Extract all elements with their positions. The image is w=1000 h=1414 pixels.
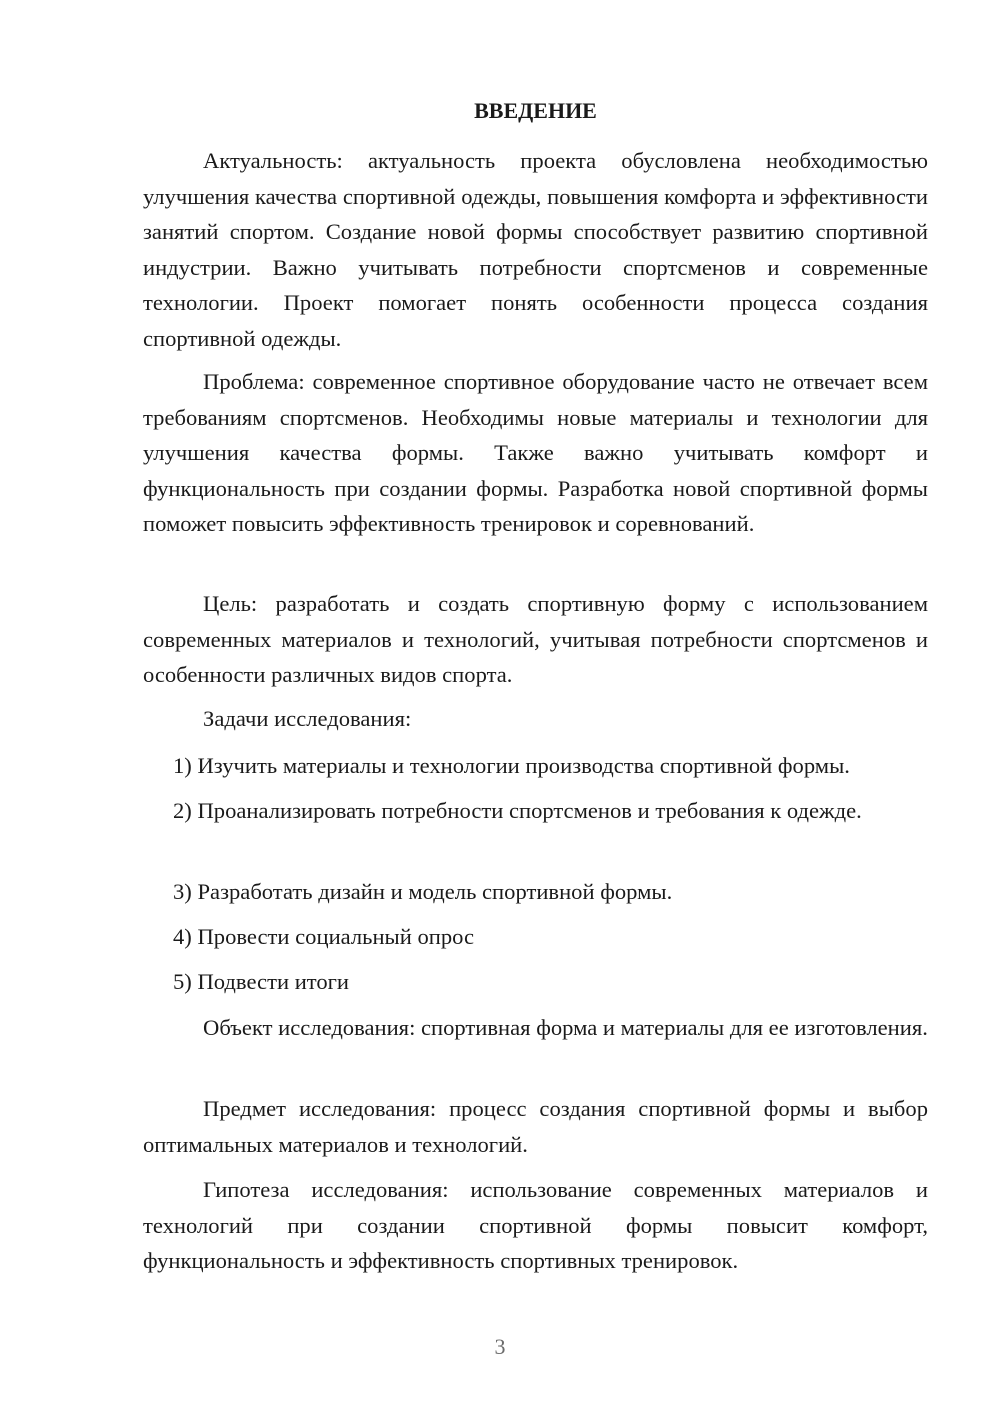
task-item-2: 2) Проанализировать потребности спортсменов и требования к одежде. bbox=[173, 798, 862, 823]
tasks-heading: Задачи исследования: bbox=[203, 706, 412, 731]
paragraph-object: Объект исследования: спортивная форма и материалы для ее изготовления. bbox=[203, 1015, 928, 1040]
paragraph-relevance: Актуальность: актуальность проекта обусловлена необходимостью улучшения качества спортивной одежды, повышения комфорта и эффективности занятий спортом. Создание новой формы способствует развитию спортивной индустрии. Важно учитывать потребности спортсменов и современные технологии. Проект помогает понять особенности процесса создания спортивной одежды. bbox=[143, 148, 928, 351]
task-item-4: 4) Провести социальный опрос bbox=[173, 924, 475, 949]
paragraph-subject: Предмет исследования: процесс создания спортивной формы и выбор оптимальных материалов и технологий. bbox=[143, 1096, 928, 1157]
task-item-5: 5) Подвести итоги bbox=[173, 969, 350, 994]
page-title: ВВЕДЕНИЕ bbox=[474, 98, 597, 123]
paragraph-hypothesis: Гипотеза исследования: использование современных материалов и технологий при создании спортивной формы повысит комфорт, функциональность и эффективность спортивных тренировок. bbox=[143, 1177, 928, 1273]
page-number: 3 bbox=[494, 1334, 506, 1359]
paragraph-problem: Проблема: современное спортивное оборудование часто не отвечает всем требованиям спортсменов. Необходимы новые материалы и технологии для улучшения качества формы. Также важно учитывать комфорт и функциональность при создании формы. Разработка новой спортивной формы поможет повысить эффективность тренировок и соревнований. bbox=[143, 369, 928, 536]
task-item-3: 3) Разработать дизайн и модель спортивной формы. bbox=[173, 879, 673, 904]
task-item-1: 1) Изучить материалы и технологии производства спортивной формы. bbox=[173, 753, 850, 778]
paragraph-goal: Цель: разработать и создать спортивную форму с использованием современных материалов и технологий, учитывая потребности спортсменов и особенности различных видов спорта. bbox=[143, 591, 928, 687]
